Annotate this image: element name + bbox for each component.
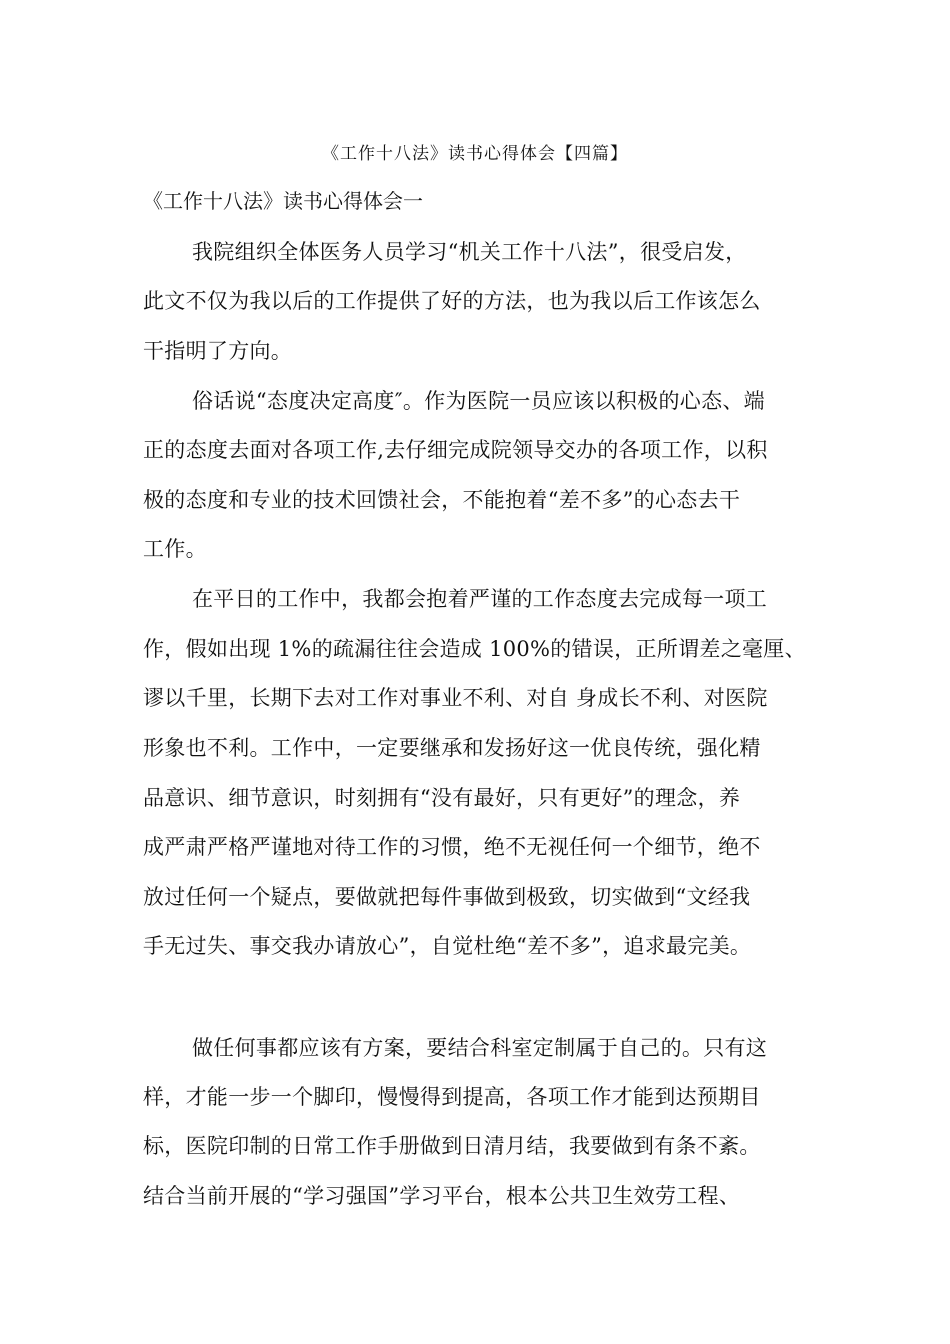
text-line: 手无过失、事交我办请放心”，自觉杜绝“差不多”，追求最完美。 <box>143 934 752 958</box>
text-line: 俗话说“态度决定高度″。作为医院一员应该以积极的心态、端 <box>192 389 765 413</box>
text-line: 标，医院印制的日常工作手册做到日清月结，我要做到有条不紊。 <box>143 1134 761 1158</box>
text-line: 在平日的工作中，我都会抱着严谨的工作态度去完成每一项工 <box>192 587 768 611</box>
text-line: 做任何事都应该有方案，要结合科室定制属于自己的。只有这 <box>192 1036 768 1060</box>
text-line: 极的态度和专业的技术回馈社会，不能抱着“差不多”的心态去干 <box>143 488 741 512</box>
text-line: 形象也不利。工作中，一定要继承和发扬好这一优良传统，强化精 <box>143 736 761 760</box>
document-title: 《工作十八法》读书心得体会【四篇】 <box>322 144 628 164</box>
text-line: 作，假如出现 1%的疏漏往往会造成 100%的错误，正所谓差之毫厘、 <box>143 637 806 661</box>
text-line: 此文不仅为我以后的工作提供了好的方法，也为我以后工作该怎么 <box>143 289 761 313</box>
text-line: 成严肃严格严谨地对待工作的习惯，绝不无视任何一个细节，绝不 <box>143 835 761 859</box>
text-line: 样，才能一步一个脚印，慢慢得到提高，各项工作才能到达预期目 <box>143 1085 761 1109</box>
text-line: 正的态度去面对各项工作,去仔细完成院领导交办的各项工作，以积 <box>143 438 768 462</box>
text-line: 结合当前开展的“学习强国”学习平台，根本公共卫生效劳工程、 <box>143 1184 741 1208</box>
text-line: 干指明了方向。 <box>143 339 293 363</box>
section-subtitle: 《工作十八法》读书心得体会一 <box>143 189 423 213</box>
text-line: 工作。 <box>143 537 207 561</box>
text-line: 品意识、细节意识，时刻拥有“没有最好，只有更好”的理念，养 <box>143 786 741 810</box>
text-line: 放过任何一个疑点，要做就把每件事做到极致，切实做到“文经我 <box>143 885 751 909</box>
text-line: 我院组织全体医务人员学习“机关工作十八法”，很受启发， <box>192 240 747 264</box>
text-line: 谬以千里，长期下去对工作对事业不利、对自 身成长不利、对医院 <box>143 686 768 710</box>
